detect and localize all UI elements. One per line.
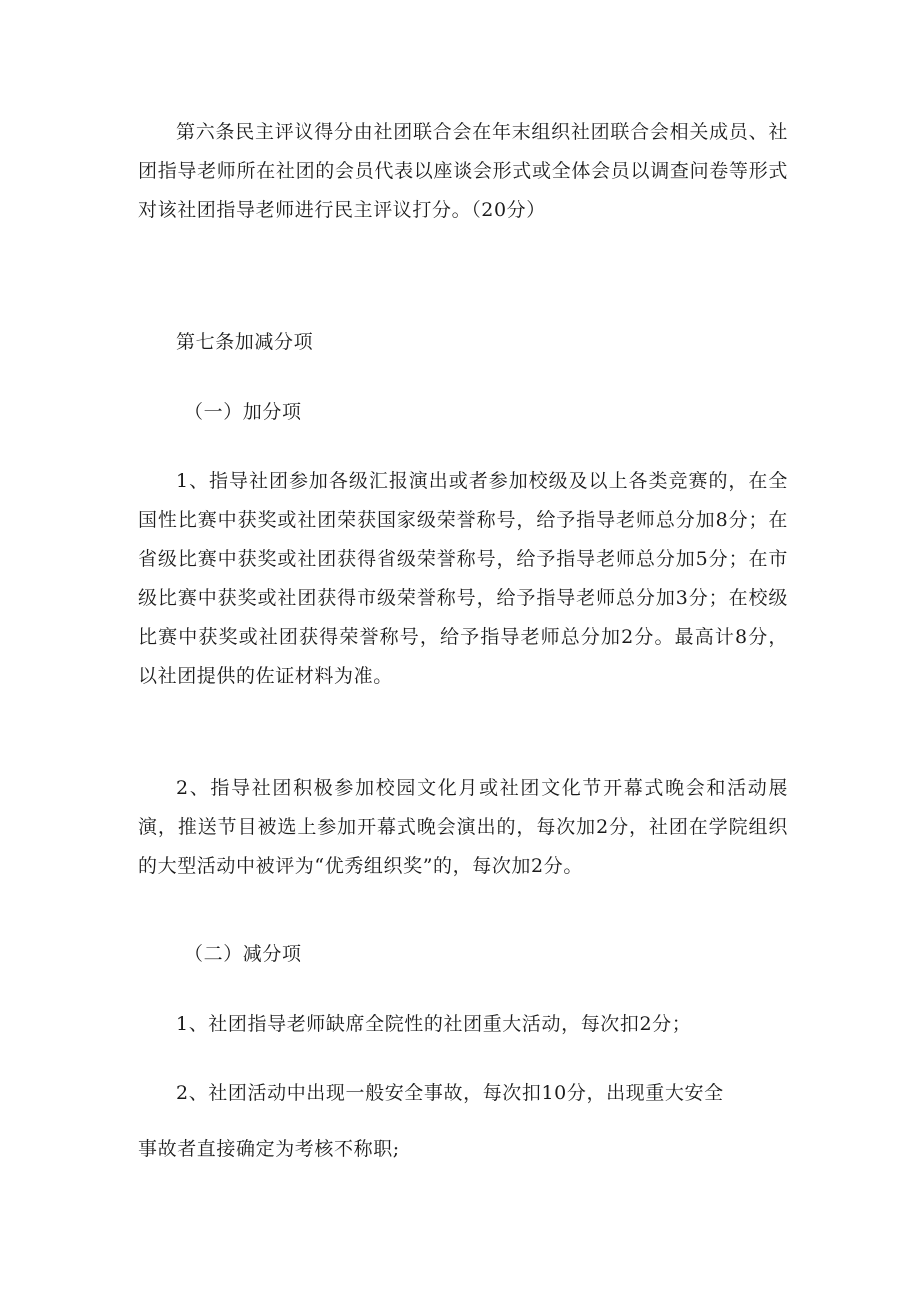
bonus-section-heading: （一）加分项 — [184, 401, 302, 423]
deduction-section-heading: （二）减分项 — [184, 943, 302, 965]
deduction-item-2-line-1: 2、社团活动中出现一般安全事故，每次扣10分，出现重大安全 — [176, 1082, 724, 1104]
bonus-item-2: 2、指导社团积极参加校园文化月或社团文化节开幕式晚会和活动展演，推送节目被选上参加开幕式晚会演出的，每次加2分，社团在学院组织的大型活动中被评为“优秀组织奖”的，每次加2分。 — [138, 777, 788, 877]
deduction-item-2-line-2: 事故者直接确定为考核不称职; — [138, 1138, 400, 1160]
deduction-item-1: 1、社团指导老师缺席全院性的社团重大活动，每次扣2分； — [176, 1013, 692, 1035]
article-6-paragraph: 第六条民主评议得分由社团联合会在年末组织社团联合会相关成员、社团指导老师所在社团的会员代表以座谈会形式或全体会员以调查问卷等形式对该社团指导老师进行民主评议打分。（20分） — [138, 121, 788, 221]
bonus-item-1: 1、指导社团参加各级汇报演出或者参加校级及以上各类竞赛的，在全国性比赛中获奖或社团荣获国家级荣誉称号，给予指导老师总分加8分；在省级比赛中获奖或社团获得省级荣誉称号，给予指导老师总分加5分；在市级比赛中获奖或社团获得市级荣誉称号，给予指导老师总分加3分；在校级比赛中获奖或社团获得荣誉称号，给予指导老师总分加2分。最高计8分，以社团提供的佐证材料为准。 — [138, 470, 788, 687]
article-7-heading: 第七条加减分项 — [176, 331, 314, 353]
